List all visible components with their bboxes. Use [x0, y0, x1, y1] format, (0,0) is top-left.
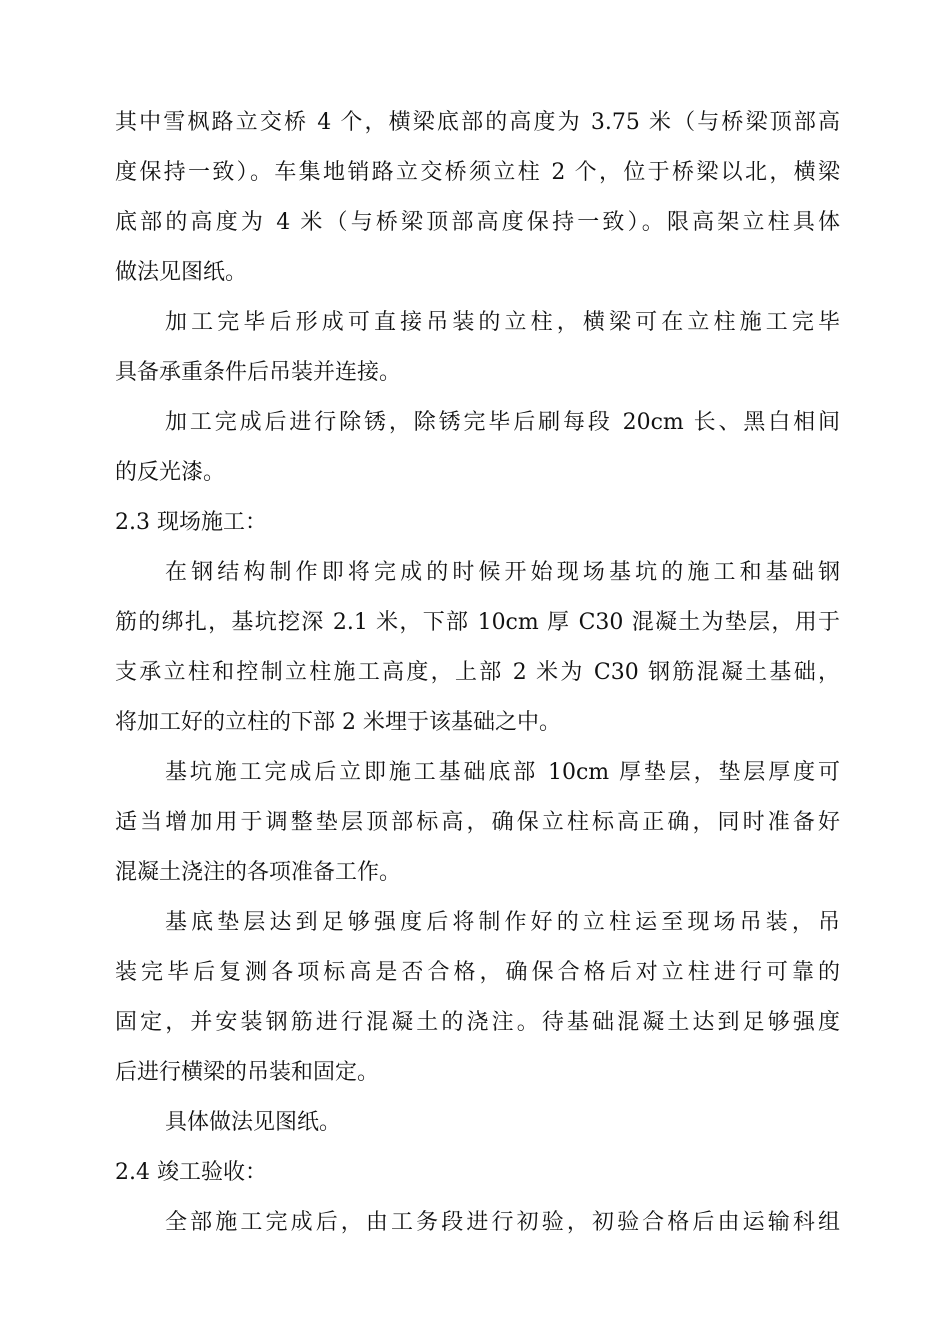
text-line: 固定，并安装钢筋进行混凝土的浇注。待基础混凝土达到足够强度	[115, 1010, 840, 1035]
text-line: 的反光漆。	[115, 460, 226, 485]
text-line: 底部的高度为 4 米（与桥梁顶部高度保持一致）。限高架立柱具体	[115, 210, 840, 235]
section-heading: 2.3 现场施工：	[115, 510, 267, 535]
paragraph-first-line: 在钢结构制作即将完成的时候开始现场基坑的施工和基础钢	[165, 560, 840, 585]
paragraph-first-line: 基底垫层达到足够强度后将制作好的立柱运至现场吊装，吊	[165, 910, 840, 935]
paragraph-first-line: 全部施工完成后，由工务段进行初验，初验合格后由运输科组	[165, 1210, 840, 1235]
paragraph-first-line: 基坑施工完成后立即施工基础底部 10cm 厚垫层，垫层厚度可	[165, 760, 840, 785]
text-line: 筋的绑扎，基坑挖深 2.1 米，下部 10cm 厚 C30 混凝土为垫层，用于	[115, 610, 840, 635]
paragraph-first-line: 具体做法见图纸。	[165, 1110, 342, 1135]
text-line: 装完毕后复测各项标高是否合格，确保合格后对立柱进行可靠的	[115, 960, 840, 985]
text-line: 将加工好的立柱的下部 2 米埋于该基础之中。	[115, 710, 561, 735]
text-line: 混凝土浇注的各项准备工作。	[115, 860, 402, 885]
text-line: 做法见图纸。	[115, 260, 248, 285]
paragraph-first-line: 加工完毕后形成可直接吊装的立柱，横梁可在立柱施工完毕	[165, 310, 840, 335]
text-line: 后进行横梁的吊装和固定。	[115, 1060, 380, 1085]
text-line: 适当增加用于调整垫层顶部标高，确保立柱标高正确，同时准备好	[115, 810, 840, 835]
section-heading: 2.4 竣工验收：	[115, 1160, 267, 1185]
text-line: 支承立柱和控制立柱施工高度，上部 2 米为 C30 钢筋混凝土基础，	[115, 660, 840, 685]
paragraph-first-line: 加工完成后进行除锈，除锈完毕后刷每段 20cm 长、黑白相间	[165, 410, 840, 435]
text-line: 具备承重条件后吊装并连接。	[115, 360, 402, 385]
text-line: 度保持一致）。车集地销路立交桥须立柱 2 个，位于桥梁以北，横梁	[115, 160, 840, 185]
text-line: 其中雪枫路立交桥 4 个，横梁底部的高度为 3.75 米（与桥梁顶部高	[115, 110, 840, 135]
